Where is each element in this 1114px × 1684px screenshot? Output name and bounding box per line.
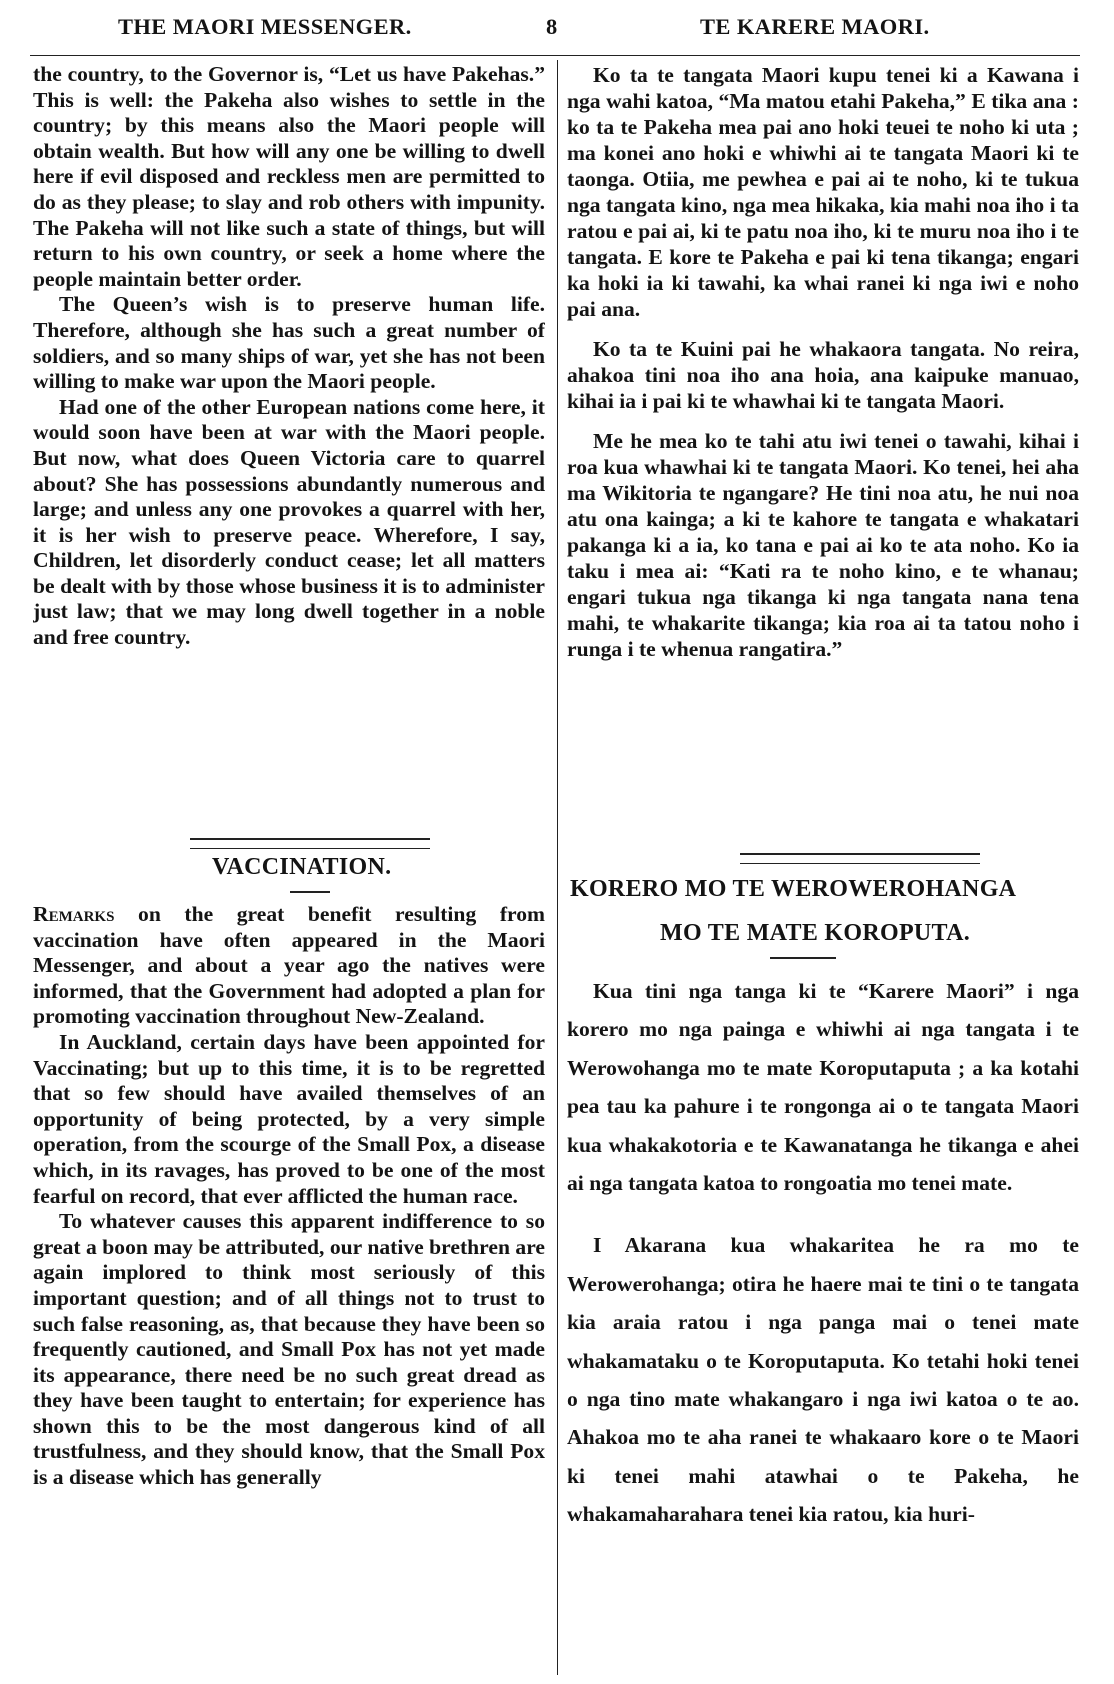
paragraph: In Auckland, certain days have been appointed for Vaccinating; but up to this time, it is to be regretted that so few should have availed themselves of an opportunity of being protected, by a very simple operation, from the scourge of the Small Pox, a disease which, in its ravages, has proved to be one of the most fearful on record, that ever afflicted the human race. bbox=[33, 1029, 545, 1208]
paragraph: Ko ta te Kuini pai he whakaora tangata. No reira, ahakoa tini noa iho ana hoia, ana kaipuke manuao, kihai ia i pai ki te whawhai ki te tangata Maori. bbox=[567, 337, 1079, 413]
header-rule bbox=[30, 55, 1080, 56]
paragraph: Kua tini nga tanga ki te “Karere Maori” i nga korero mo nga painga e whiwhi ai nga tangata i te Werowohanga mo te mate Koroputaputa ; a ka kotahi pea tau ka pahure i te rongonga ai o te tangata Maori kua whakakotoria e te Kawanatanga he tikanga e ahei ai nga tangata katoa to rongoatia mo tenei mate. bbox=[567, 979, 1079, 1196]
vaccination-article bbox=[33, 902, 545, 1677]
paragraph: Had one of the other European nations come here, it would soon have been at war with the Maori people. But now, what does Queen Victoria care to quarrel about? She has possessions abundantly numerous and large; and unless any one provokes a quarrel with her, it is her wish to preserve peace. Wherefore, I say, Children, let disorderly conduct cease; let all matters be dealt with by those whose business it is to administer just law; that we may long dwell together in a noble and free country. bbox=[33, 394, 545, 650]
paragraph bbox=[33, 902, 545, 1030]
maori-article-continued bbox=[567, 62, 1079, 842]
section-double-rule bbox=[740, 853, 980, 864]
paragraph: the country, to the Governor is, “Let us have Pakehas.” This is well: the Pakeha also wishes to settle in the country; by this means also the Maori people will obtain wealth. But how will any one be willing to dwell here if evil disposed and reckless men are permitted to do as they please; to slay and rob others with impunity. The Pakeha will not like such a state of things, but will return to his own country, or seek a home where the people maintain better order. bbox=[33, 62, 545, 291]
masthead-maori: TE KARERE MAORI. bbox=[700, 14, 930, 39]
section-heading-vaccination: VACCINATION. bbox=[212, 854, 392, 880]
paragraph: I Akarana kua whakaritea he ra mo te Werowerohanga; otira he haere mai te tini o te tangata kia araia ratou i nga panga mai o tenei mate whakamataku o te Koroputaputa. Ko tetahi hoki tenei o nga tino mate whakangaro i nga iwi katoa o te ao. Ahakoa mo te aha ranei te whakaaro kore o te Maori ki tenei mahi atawhai o te Pakeha, he whakamaharahara tenei kia ratou, kia huri- bbox=[567, 1233, 1079, 1527]
heading-dash bbox=[290, 891, 330, 893]
paragraph: To whatever causes this apparent indifference to so great a boon may be attributed, our native brethren are again implored to think most seriously of this important question; and of all things not to trust to such false reasoning, as, that because they have been so frequently cautioned, and Small Pox has not yet made its appearance, there need be no such great dread as they have been taught to entertain; for experience has shown this to be the most dangerous kind of all trustfulness, and they should know, that the Small Pox is a disease which has generally bbox=[33, 1209, 545, 1490]
korero-article bbox=[567, 972, 1079, 1677]
paragraph: The Queen’s wish is to preserve human life. Therefore, although she has such a great number of soldiers, and so many ships of war, yet she has not been willing to make war upon the Maori people. bbox=[33, 292, 545, 394]
paragraph: Me he mea ko te tahi atu iwi tenei o tawahi, kihai i roa kua whawhai ki te tangata Maori. Ko tenei, hei aha ma Wikitoria te ngangare? He tini noa atu, he nui noa atu ona kainga; a ki te kahore te tangata e whakatari pakanga ki a ia, ko tana e pai ai ko te ata noho. Ko ia taku i mea ai: “Kati ra te noho kino, e te whanau; engari tukua nga tikanga ki nga tangata nana tena mahi, te whakarite tikanga; kia roa ai ta tatou noho i runga i te whenua rangatira.” bbox=[567, 429, 1079, 661]
lead-word: Remarks bbox=[33, 902, 115, 926]
section-heading-korero-line2: MO TE MATE KOROPUTA. bbox=[660, 920, 971, 946]
section-heading-korero-line1: KORERO MO TE WEROWEROHANGA bbox=[570, 876, 1017, 902]
section-double-rule bbox=[190, 838, 430, 849]
english-article-continued bbox=[33, 62, 545, 832]
heading-dash bbox=[770, 957, 836, 959]
column-divider bbox=[557, 60, 558, 1675]
page-number: 8 bbox=[546, 14, 558, 39]
masthead-english: THE MAORI MESSENGER. bbox=[118, 14, 412, 39]
paragraph-text: on the great benefit resulting from vaccination have often appeared in the Maori Messenger, and about a year ago the natives were informed, that the Government had adopted a plan for promoting vaccination throughout New-Zealand. bbox=[33, 902, 545, 1029]
paragraph: Ko ta te tangata Maori kupu tenei ki a Kawana i nga wahi katoa, “Ma matou etahi Pakeha,” E tika ana : ko ta te Pakeha mea pai ano hoki teuei te noho ki uta ; ma konei ano hoki e whiwhi ai te tangata Maori ki te taonga. Otiia, me pewhea e pai ai te noho, ki te tukua nga tangata kino, nga mea hikaka, kia mahi noa iho i ta ratou e pai ai, ki te patu noa iho, ki te muru noa iho i te tangata. E kore te Pakeha e pai ki tena tikanga; engari ka hoki ia ki tawahi, ka whai ranei ki nga iwi e noho pai ana. bbox=[567, 63, 1079, 321]
